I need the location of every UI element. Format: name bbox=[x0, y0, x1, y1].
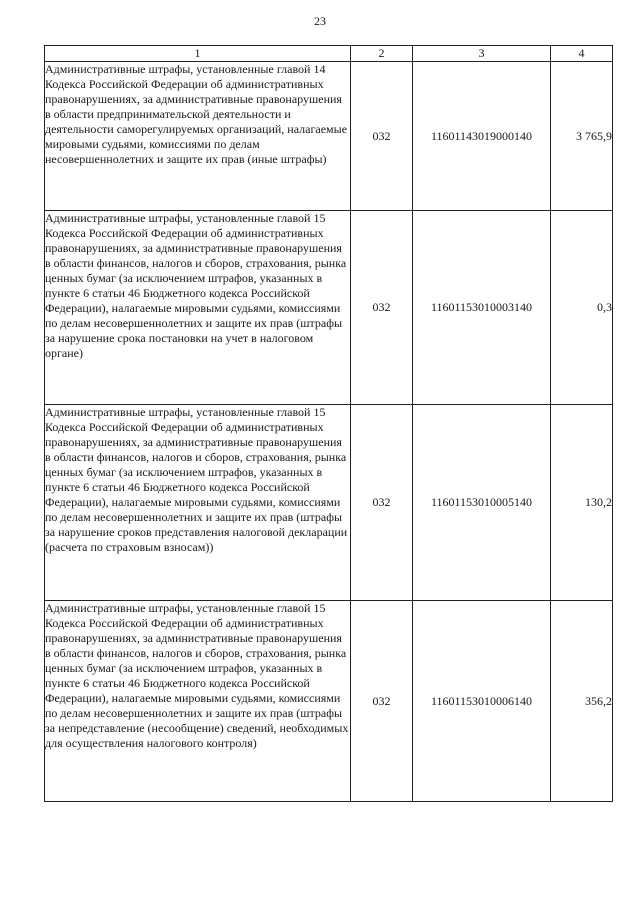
budget-revenue-table bbox=[44, 45, 613, 802]
row-amount: 130,2 bbox=[551, 405, 613, 601]
row-admin-code: 032 bbox=[351, 405, 413, 601]
row-admin-code: 032 bbox=[351, 601, 413, 802]
row-admin-code: 032 bbox=[351, 211, 413, 405]
row-budget-code: 11601153010003140 bbox=[413, 211, 551, 405]
column-header-1: 1 bbox=[45, 46, 351, 62]
table-row bbox=[45, 601, 613, 802]
table-row bbox=[45, 211, 613, 405]
row-amount: 0,3 bbox=[551, 211, 613, 405]
page-number: 23 bbox=[314, 14, 326, 28]
table-row bbox=[45, 405, 613, 601]
row-description: Административные штрафы, установленные главой 15 Кодекса Российской Федерации об административных правонарушениях, за административные правонарушения в области финансов, налогов и сборов, страхования, рынка ценных бумаг (за исключением штрафов, указанных в пункте 6 статьи 46 Бюджетного кодекса Российской Федерации), налагаемые мировыми судьями, комиссиями по делам несовершеннолетних и защите их прав (штрафы за нарушение срока постановки на учет в налоговом органе) bbox=[45, 211, 351, 405]
table-header-row bbox=[45, 46, 613, 62]
row-budget-code: 11601153010005140 bbox=[413, 405, 551, 601]
table-row bbox=[45, 62, 613, 211]
row-budget-code: 11601143019000140 bbox=[413, 62, 551, 211]
row-description: Административные штрафы, установленные главой 15 Кодекса Российской Федерации об административных правонарушениях, за административные правонарушения в области финансов, налогов и сборов, страхования, рынка ценных бумаг (за исключением штрафов, указанных в пункте 6 статьи 46 Бюджетного кодекса Российской Федерации), налагаемые мировыми судьями, комиссиями по делам несовершеннолетних и защите их прав (штрафы за непредставление (несообщение) сведений, необходимых для осуществления налогового контроля) bbox=[45, 601, 351, 802]
column-header-3: 3 bbox=[413, 46, 551, 62]
column-header-4: 4 bbox=[551, 46, 613, 62]
row-amount: 3 765,9 bbox=[551, 62, 613, 211]
row-description: Административные штрафы, установленные главой 15 Кодекса Российской Федерации об административных правонарушениях, за административные правонарушения в области финансов, налогов и сборов, страхования, рынка ценных бумаг (за исключением штрафов, указанных в пункте 6 статьи 46 Бюджетного кодекса Российской Федерации), налагаемые мировыми судьями, комиссиями по делам несовершеннолетних и защите их прав (штрафы за нарушение сроков представления налоговой декларации (расчета по страховым взносам)) bbox=[45, 405, 351, 601]
row-amount: 356,2 bbox=[551, 601, 613, 802]
row-budget-code: 11601153010006140 bbox=[413, 601, 551, 802]
column-header-2: 2 bbox=[351, 46, 413, 62]
row-description: Административные штрафы, установленные главой 14 Кодекса Российской Федерации об административных правонарушениях, за административные правонарушения в области предпринимательской деятельности и деятельности саморегулируемых организаций, налагаемые мировыми судьями, комиссиями по делам несовершеннолетних и защите их прав (иные штрафы) bbox=[45, 62, 351, 211]
row-admin-code: 032 bbox=[351, 62, 413, 211]
